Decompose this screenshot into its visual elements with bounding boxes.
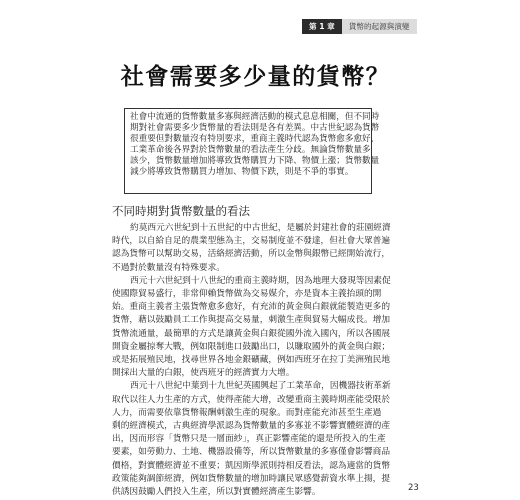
summary-line: 工業革命後各界對於貨幣數量的看法產生分歧。無論貨幣數量多 xyxy=(130,145,371,155)
paragraph-line: 供誘因鼓勵人們投入生產，所以對實體經濟產生影響。 xyxy=(112,487,321,498)
summary-line: 期對社會需要多少貨幣量的看法則是各有差異。中古世紀認為貨幣 xyxy=(130,123,380,133)
paragraph-line: 認為貨幣可以幫助交易，活絡經濟活動，所以金幣與銀幣已經開始流行， xyxy=(112,249,390,260)
paragraph-line: 取代以往人力生產的方式，使得產能大增，改變重商主義時期產能受限於 xyxy=(112,394,390,405)
paragraph-line: 約莫西元六世紀到十五世紀的中古世紀，是屬於封建社會的莊園經濟 xyxy=(130,223,391,233)
section-heading: 不同時期對貨幣數量的看法 xyxy=(112,204,250,218)
summary-line: 很重要但對數量沒有特別要求，重商主義時代認為貨幣愈多愈好， xyxy=(130,134,380,144)
paragraph-line: 出，因而形容「貨幣只是一層面紗」，真正影響產能的還是所投入的生產 xyxy=(112,434,386,445)
paragraph-line: 貨幣，藉以鼓勵員工工作與提高交易量，刺激生產與貿易大幅成長。增加 xyxy=(112,315,390,326)
paragraph-line: 人力，而需要依靠貨幣報酬刺激生產的現象。而對產能充沛甚至生產過 xyxy=(112,407,382,418)
chapter-title: 貨幣的起源與演變 xyxy=(342,19,417,34)
paragraph xyxy=(112,380,412,499)
summary-line: 該少，貨幣數量增加將導致貨幣購買力下降、物價上漲；貨幣數量 xyxy=(130,156,380,166)
paragraph-line: 貨幣流通量，最簡單的方式是讓黃金與白銀從國外流入國內，所以各國展 xyxy=(112,328,390,339)
paragraph-line: 要素，如勞動力、土地、機器設備等，所以貨幣數量的多寡僅會影響商品 xyxy=(112,447,390,458)
summary-line: 減少將導致貨幣購買力增加、物價下跌，則是不爭的事實。 xyxy=(130,167,354,177)
paragraph-line: 剩的經濟模式，古典經濟學派認為貨幣數量的多寡並不影響實體經濟的產 xyxy=(112,421,390,432)
paragraph-line: 始。重商主義者主張貨幣愈多愈好，有充沛的黃金與白銀就能製造更多的 xyxy=(112,302,390,313)
paragraph-line: 政策能夠調節經濟，例如貨幣數量的增加時讓民眾感覺薪資水準上揚，提 xyxy=(112,473,390,484)
page-title: 社會需要多少量的貨幣？ xyxy=(120,64,391,90)
body-text xyxy=(112,222,412,499)
page-number: 23 xyxy=(408,483,419,493)
paragraph-line: 不過對於數量沒有特殊要求。 xyxy=(112,262,225,273)
chapter-number: 第 1 章 xyxy=(302,19,342,34)
paragraph-line: 使國際貿易盛行，非常仰賴貨幣做為交易媒介，亦是資本主義抬頭的開 xyxy=(112,289,382,300)
paragraph-line: 西元十六世紀到十八世紀的重商主義時期，因為地理大發現等因素促 xyxy=(130,275,391,286)
paragraph-line: 或是拓展殖民地，找尋世界各地金銀礦藏，例如西班牙在拉丁美洲殖民地 xyxy=(112,355,390,366)
paragraph-line: 西元十八世紀中葉到十九世紀英國興起了工業革命，因機器技術革新 xyxy=(130,381,391,392)
paragraph-line: 時代，以自給自足的農業型態為主，交易制度並不發達，但社會大眾普遍 xyxy=(112,236,390,247)
paragraph-line: 開採出大量的白銀，使西班牙的經濟實力大增。 xyxy=(112,368,295,379)
paragraph xyxy=(112,222,412,275)
summary-box xyxy=(124,108,380,194)
paragraph-line: 開資金屬掠奪大戰，例如限制進口鼓勵出口，以賺取國外的黃金與白銀； xyxy=(112,341,390,352)
summary-line: 社會中流通的貨幣數量多寡與經濟活動的模式息息相關，但不同時 xyxy=(130,112,380,122)
paragraph xyxy=(112,275,412,381)
chapter-header xyxy=(302,19,417,34)
paragraph-line: 價格，對實體經濟並不重要；凱因斯學派則持相反看法，認為適當的貨幣 xyxy=(112,460,390,471)
